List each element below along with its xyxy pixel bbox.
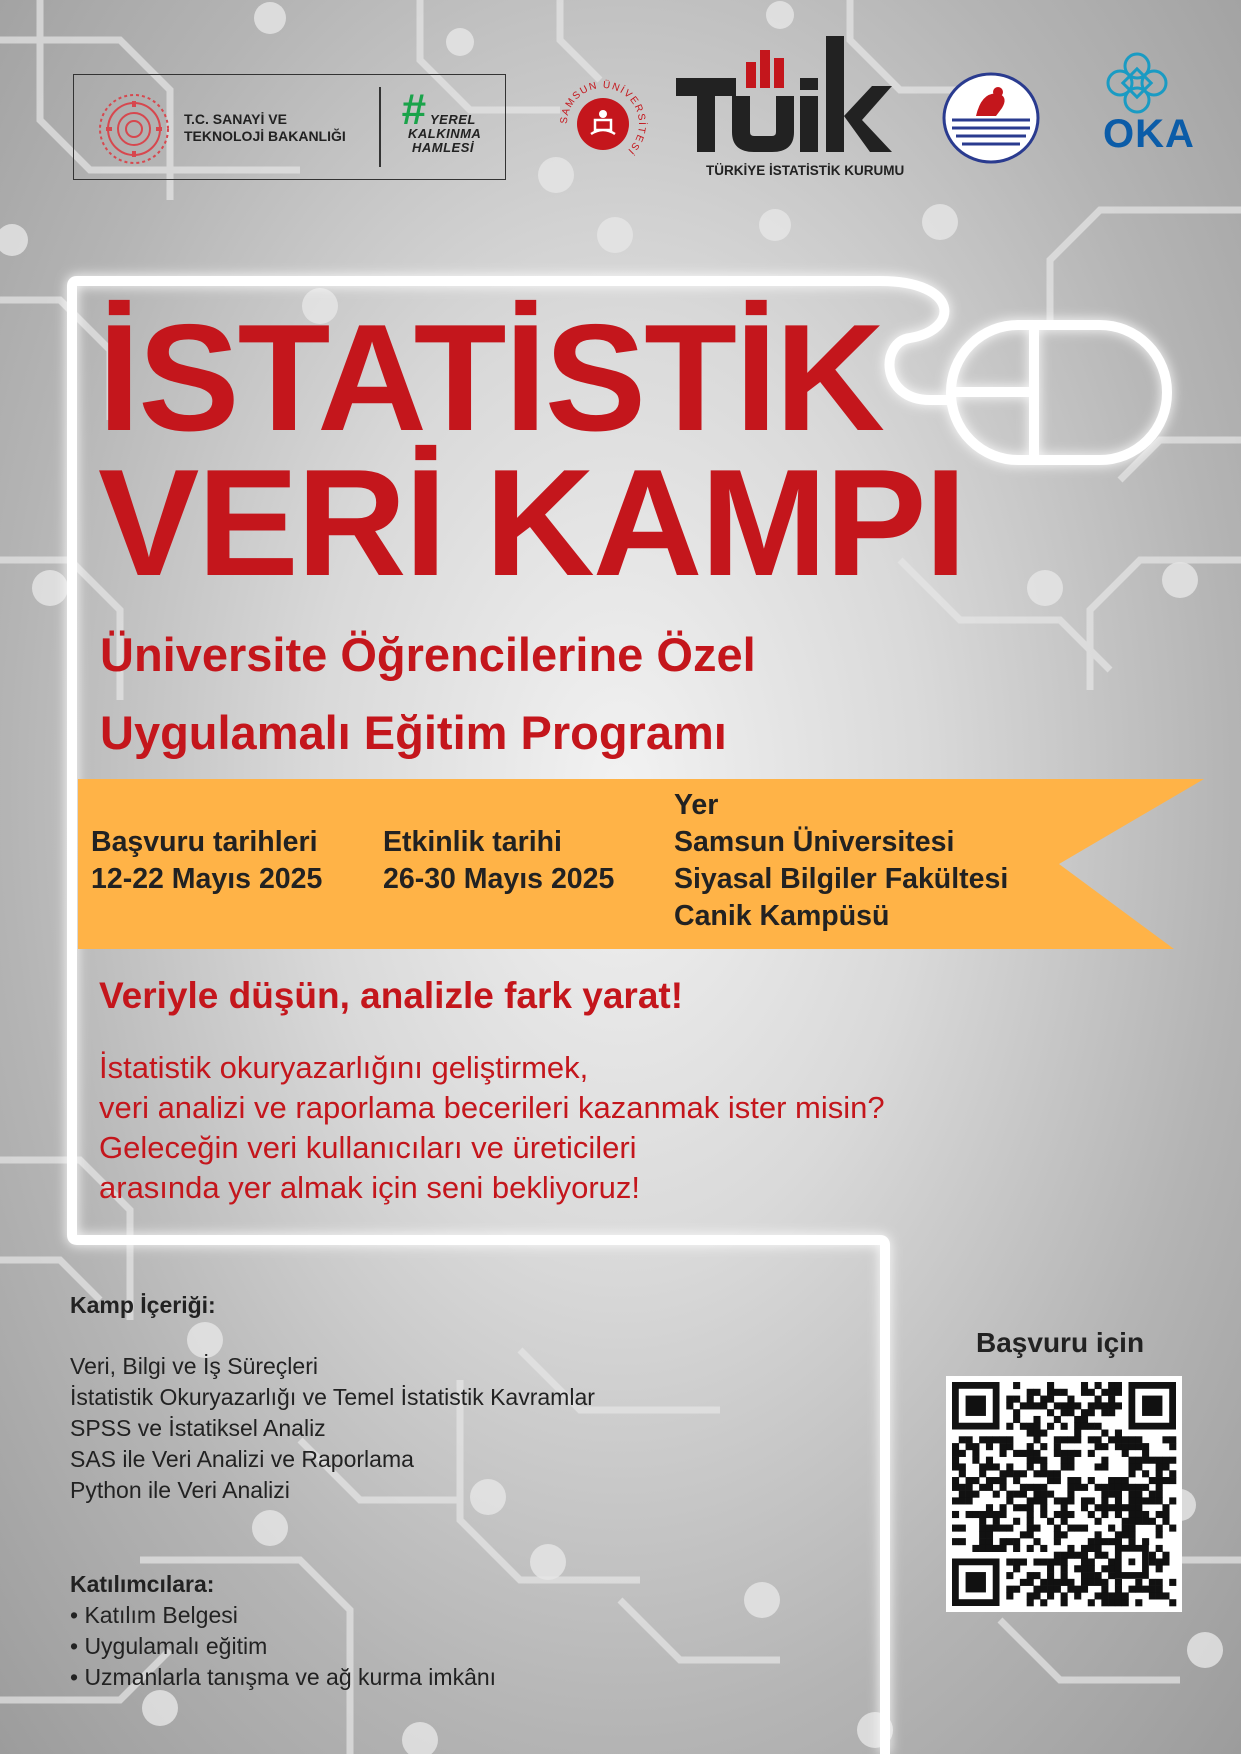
intro-text — [99, 1048, 885, 1208]
basvuru-block — [91, 824, 322, 898]
list-item: SPSS ve İstatiksel Analiz — [70, 1415, 326, 1441]
yerel-line2: KALKINMA — [408, 126, 482, 141]
intro-line: veri analizi ve raporlama becerileri kazanmak ister misin? — [99, 1090, 885, 1125]
katilimci-heading: Katılımcılara: — [70, 1571, 215, 1597]
katilimci-list — [70, 1600, 496, 1693]
list-item: Veri, Bilgi ve İş Süreçleri — [70, 1353, 318, 1379]
gear-seal-icon — [96, 91, 172, 167]
intro-line: arasında yer almak için seni bekliyoruz! — [99, 1170, 641, 1205]
omu-seal-icon — [942, 72, 1040, 164]
list-item: • Uygulamalı eğitim — [70, 1633, 268, 1659]
samsun-univ-seal-icon — [555, 76, 651, 172]
oka-emblem-icon — [1106, 52, 1168, 114]
list-item: • Katılım Belgesi — [70, 1602, 238, 1628]
kamp-heading: Kamp İçeriği: — [70, 1292, 216, 1318]
list-item: İstatistik Okuryazarlığı ve Temel İstatistik Kavramlar — [70, 1384, 595, 1410]
basvuru-label: Başvuru tarihleri — [91, 826, 318, 858]
ministry-name-line2: TEKNOLOJİ BAKANLIĞI — [184, 128, 346, 144]
list-item: • Uzmanlarla tanışma ve ağ kurma imkânı — [70, 1664, 497, 1690]
yerel-kalkinma-logo — [408, 113, 481, 155]
yer-line3: Canik Kampüsü — [674, 900, 890, 932]
oka-logo: OKA — [1103, 112, 1195, 156]
yer-line2: Siyasal Bilgiler Fakültesi — [674, 863, 1009, 895]
ministry-name-line1: T.C. SANAYİ VE — [184, 111, 287, 127]
logo-divider — [379, 87, 381, 167]
subtitle-line1: Üniversite Öğrencilerine Özel — [100, 628, 756, 681]
yer-line1: Samsun Üniversitesi — [674, 826, 955, 858]
basvuru-value: 12-22 Mayıs 2025 — [91, 863, 323, 895]
slogan: Veriyle düşün, analizle fark yarat! — [99, 975, 684, 1016]
samsun-univ-ring-text: SAMSUN ÜNİVERSİTESİ — [558, 79, 648, 157]
list-item: Python ile Veri Analizi — [70, 1477, 290, 1503]
intro-line: Geleceğin veri kullanıcıları ve üreticileri — [99, 1130, 637, 1165]
yer-label: Yer — [674, 789, 719, 821]
hashtag-icon: # — [401, 85, 426, 134]
kamp-list — [70, 1351, 595, 1506]
page-title-line2: VERİ KAMPI — [98, 438, 965, 608]
subtitle-line2: Uygulamalı Eğitim Programı — [100, 706, 727, 759]
tuik-logo — [676, 36, 892, 162]
etkinlik-block — [383, 824, 614, 898]
intro-line: İstatistik okuryazarlığını geliştirmek, — [99, 1050, 589, 1085]
ministry-name — [184, 111, 346, 145]
ministry-logo-box — [73, 74, 506, 180]
yer-block — [674, 787, 1008, 935]
yerel-line1: YEREL — [430, 112, 476, 127]
yerel-line3: HAMLESİ — [412, 140, 474, 155]
page-title-line1: İSTATİSTİK — [98, 293, 883, 463]
etkinlik-value: 26-30 Mayıs 2025 — [383, 863, 615, 895]
etkinlik-label: Etkinlik tarihi — [383, 826, 562, 858]
list-item: SAS ile Veri Analizi ve Raporlama — [70, 1446, 414, 1472]
qr-code[interactable] — [946, 1376, 1182, 1612]
qr-label: Başvuru için — [976, 1327, 1145, 1358]
tuik-name: TÜRKİYE İSTATİSTİK KURUMU — [706, 163, 905, 178]
